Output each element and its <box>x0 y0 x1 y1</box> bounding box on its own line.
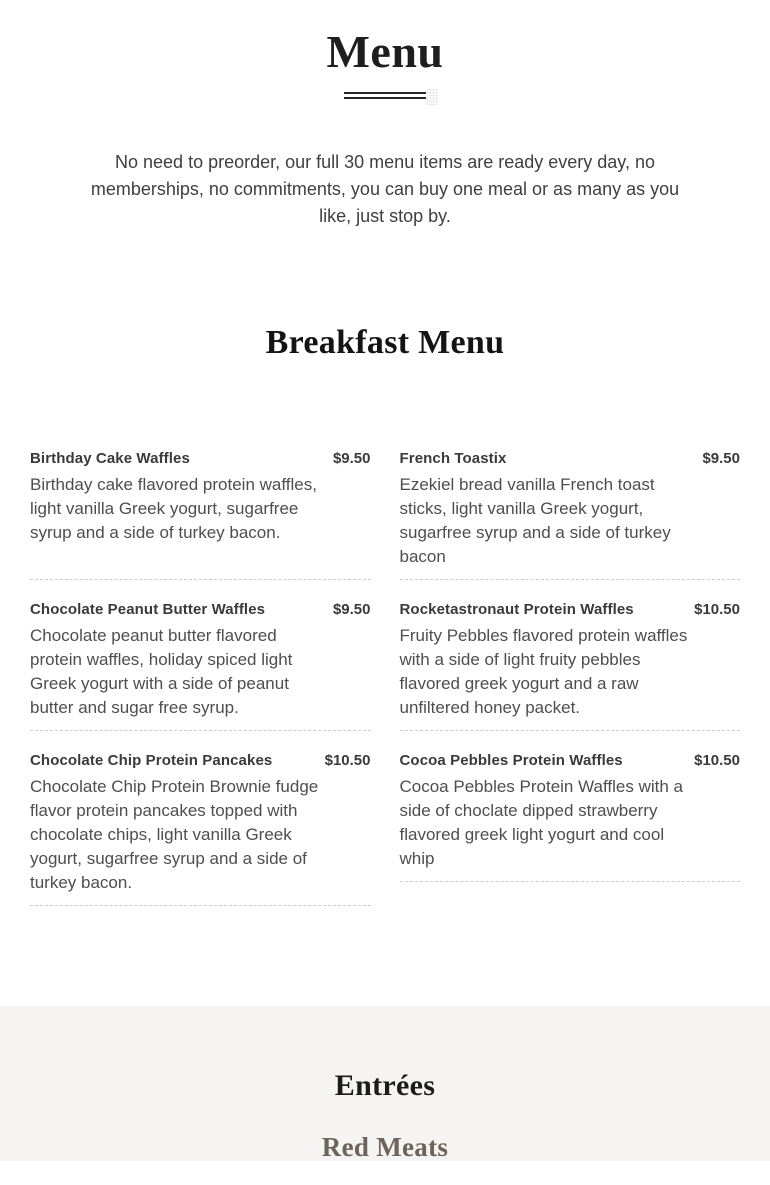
entrees-heading: Entrées <box>334 1069 436 1103</box>
menu-item-description: Chocolate Chip Protein Brownie fudge flavor protein pancakes topped with chocolate chips, light vanilla Greek yogurt, sugarfree syrup and a side of turkey bacon. <box>30 777 319 893</box>
menu-item-header <box>30 600 371 620</box>
title-divider <box>344 92 426 99</box>
menu-item-header <box>30 751 371 771</box>
menu-item <box>30 600 371 731</box>
menu-item-name: Cocoa Pebbles Protein Waffles <box>399 752 623 770</box>
menu-item <box>400 751 741 906</box>
menu-item <box>30 751 371 906</box>
entrees-section <box>0 1006 770 1161</box>
menu-item-name: Rocketastronaut Protein Waffles <box>399 601 634 619</box>
menu-item-price: $9.50 <box>702 450 740 468</box>
menu-item-description: Ezekiel bread vanilla French toast sticks, light vanilla Greek yogurt, sugarfree syrup and a side of turkey bacon <box>399 475 671 567</box>
breakfast-menu-grid <box>30 449 740 906</box>
menu-item-header <box>400 600 741 620</box>
intro-text: No need to preorder, our full 30 menu items are ready every day, no memberships, no commitments, you can buy one meal or as many as you like, just stop by. <box>90 152 680 227</box>
breakfast-section-heading: Breakfast Menu <box>265 324 505 362</box>
menu-item-description: Chocolate peanut butter flavored protein waffles, holiday spiced light Greek yogurt with a side of peanut butter and sugar free syrup. <box>30 626 293 718</box>
menu-item-description: Birthday cake flavored protein waffles, light vanilla Greek yogurt, sugarfree syrup and a side of turkey bacon. <box>30 475 317 543</box>
menu-item-price: $10.50 <box>324 752 371 770</box>
menu-item-price: $9.50 <box>332 601 371 619</box>
menu-item-header <box>400 751 741 771</box>
menu-item-divider <box>400 569 741 580</box>
menu-hero <box>0 0 770 230</box>
menu-item-divider <box>400 881 741 882</box>
menu-item-divider <box>30 569 371 580</box>
menu-item-divider <box>30 905 371 906</box>
menu-item-name: Birthday Cake Waffles <box>30 450 190 468</box>
menu-item-description: Fruity Pebbles flavored protein waffles with a side of light fruity pebbles flavored greek yogurt and a raw unfiltered honey packet. <box>399 626 688 718</box>
page-title: Menu <box>326 26 444 77</box>
menu-item <box>400 600 741 731</box>
menu-item-price: $9.50 <box>332 450 371 468</box>
menu-item <box>400 449 741 580</box>
menu-item-name: French Toastix <box>399 450 507 468</box>
menu-item-divider <box>30 720 371 731</box>
entrees-subcategory-red-meats: Red Meats <box>321 1132 449 1163</box>
menu-item <box>30 449 371 580</box>
menu-item-header <box>30 449 371 469</box>
menu-item-divider <box>400 720 741 731</box>
menu-item-name: Chocolate Peanut Butter Waffles <box>30 601 266 619</box>
menu-item-price: $10.50 <box>694 752 740 770</box>
menu-item-name: Chocolate Chip Protein Pancakes <box>30 752 273 770</box>
menu-item-description: Cocoa Pebbles Protein Waffles with a side of choclate dipped strawberry flavored greek light yogurt and cool whip <box>399 777 683 869</box>
menu-item-header <box>400 449 741 469</box>
menu-item-price: $10.50 <box>694 601 740 619</box>
